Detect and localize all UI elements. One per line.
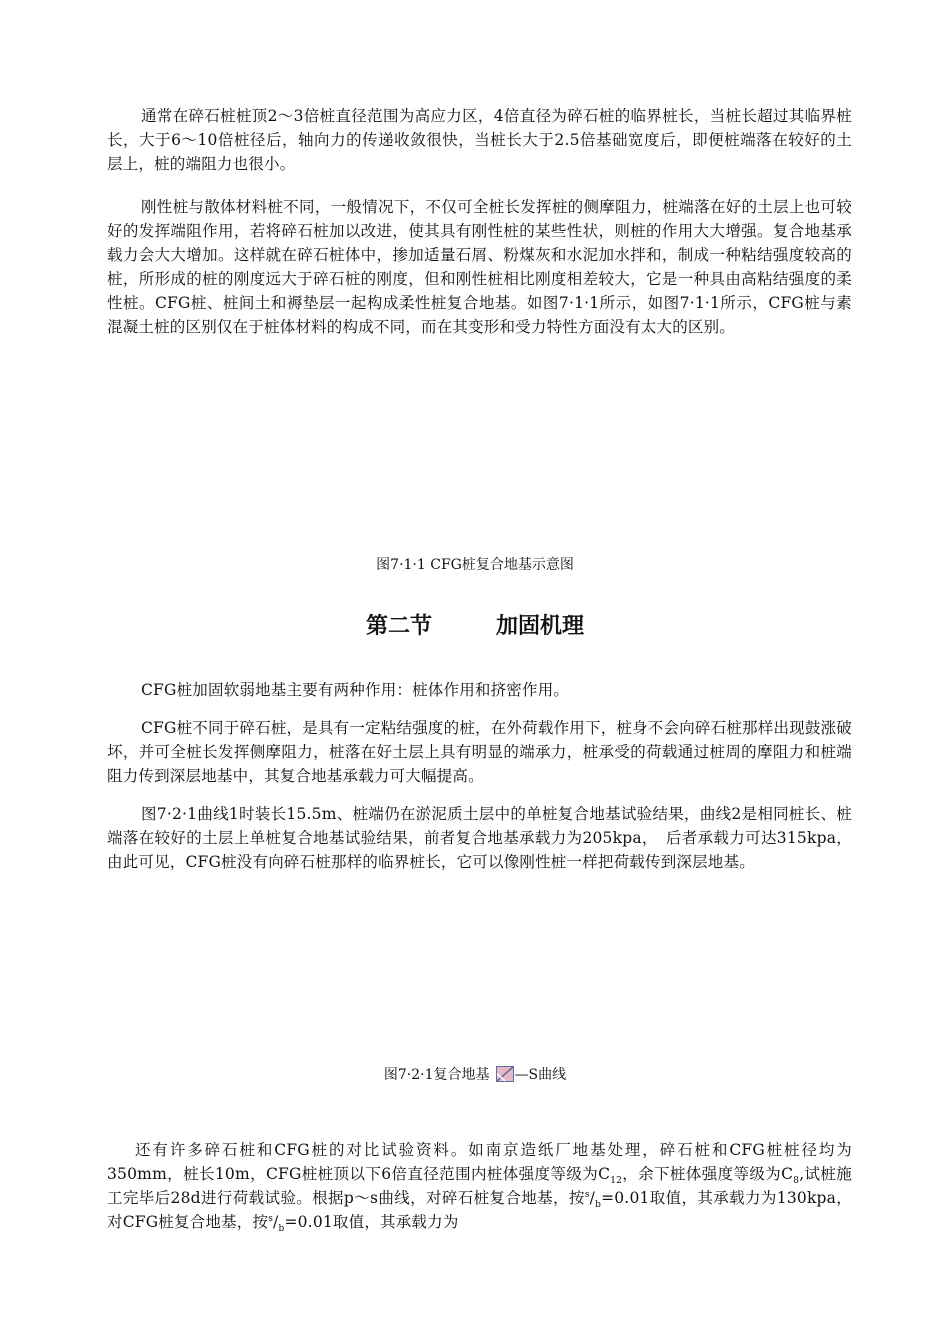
paragraph-2: 刚性桩与散体材料桩不同，一般情况下，不仅可全桩长发挥桩的侧摩阻力，桩端落在好的土层上也可较好的发挥端阻作用，若将碎石桩加以改进，使其具有刚性桩的某些性状，则桩的作用大大增强。复合地基承载力会大大增加。这样就在碎石桩体中，掺加适量石屑、粉煤灰和水泥加水拌和，制成一种粘结强度较高的桩，所形成的桩的刚度远大于碎石桩的刚度，但和刚性桩相比刚度相差较大，它是一种具由高粘结强度的柔性桩。CFG桩、桩间土和褥垫层一起构成柔性桩复合地基。如图7·1·1所示，如图7·1·1所示，CFG桩与素混凝土桩的区别仅在于桩体材料的构成不同，而在其变形和受力特性方面没有太大的区别。: [107, 198, 852, 336]
paragraph-4: CFG桩不同于碎石桩，是具有一定粘结强度的桩，在外荷载作用下，桩身不会向碎石桩那样出现鼓涨破坏，并可全桩长发挥侧摩阻力，桩落在好土层上具有明显的端承力，桩承受的荷载通过桩周的摩阻力和桩端阻力传到深层地基中，其复合地基承载力可大幅提高。: [107, 719, 852, 785]
embedded-image-icon: [496, 1066, 514, 1082]
section-number: 第二节: [365, 614, 432, 639]
figure-caption-7-1-1: 图7·1·1 CFG桩复合地基示意图: [376, 557, 574, 573]
paragraph-3: CFG桩加固软弱地基主要有两种作用：桩体作用和挤密作用。: [141, 681, 570, 699]
caption-text-after: —S曲线: [514, 1067, 567, 1083]
paragraph-5: 图7·2·1曲线1时装长15.5m、桩端仍在淤泥质土层中的单桩复合地基试验结果，曲线2是相同桩长、桩端落在较好的土层上单桩复合地基试验结果，前者复合地基承载力为205kpa， 后者承载力可达315kpa，由此可见，CFG桩没有向碎石桩那样的临界桩长，它可以像刚性桩一样把荷载传到深层地基。: [107, 805, 852, 871]
section-heading: [0, 612, 950, 642]
figure-caption-7-2-1: [0, 1065, 950, 1085]
paragraph-1: 通常在碎石桩桩顶2～3倍桩直径范围为高应力区，4倍直径为碎石桩的临界桩长，当桩长超过其临界桩长，大于6～10倍桩径后，轴向力的传递收敛很快，当桩长大于2.5倍基础宽度后，即便桩端落在较好的土层上，桩的端阻力也很小。: [107, 107, 852, 173]
section-title: 加固机理: [496, 614, 585, 639]
paragraph-6: 还有许多碎石桩和CFG桩的对比试验资料。如南京造纸厂地基处理，碎石桩和CFG桩桩径均为350mm，桩长10m，CFG桩桩顶以下6倍直径范围内桩体强度等级为$C_{12}$，余下桩体强度等级为$C_8$,试桩施工完毕后28d进行荷载试验。根据p～s曲线，对碎石桩复合地基，按$^s/_b=0.01$取值，其承载力为130kpa，对CFG桩复合地基，按$^s/_b=0.01$取值，其承载力为: [107, 1141, 852, 1235]
caption-text-before: 图7·2·1复合地基: [383, 1067, 490, 1083]
